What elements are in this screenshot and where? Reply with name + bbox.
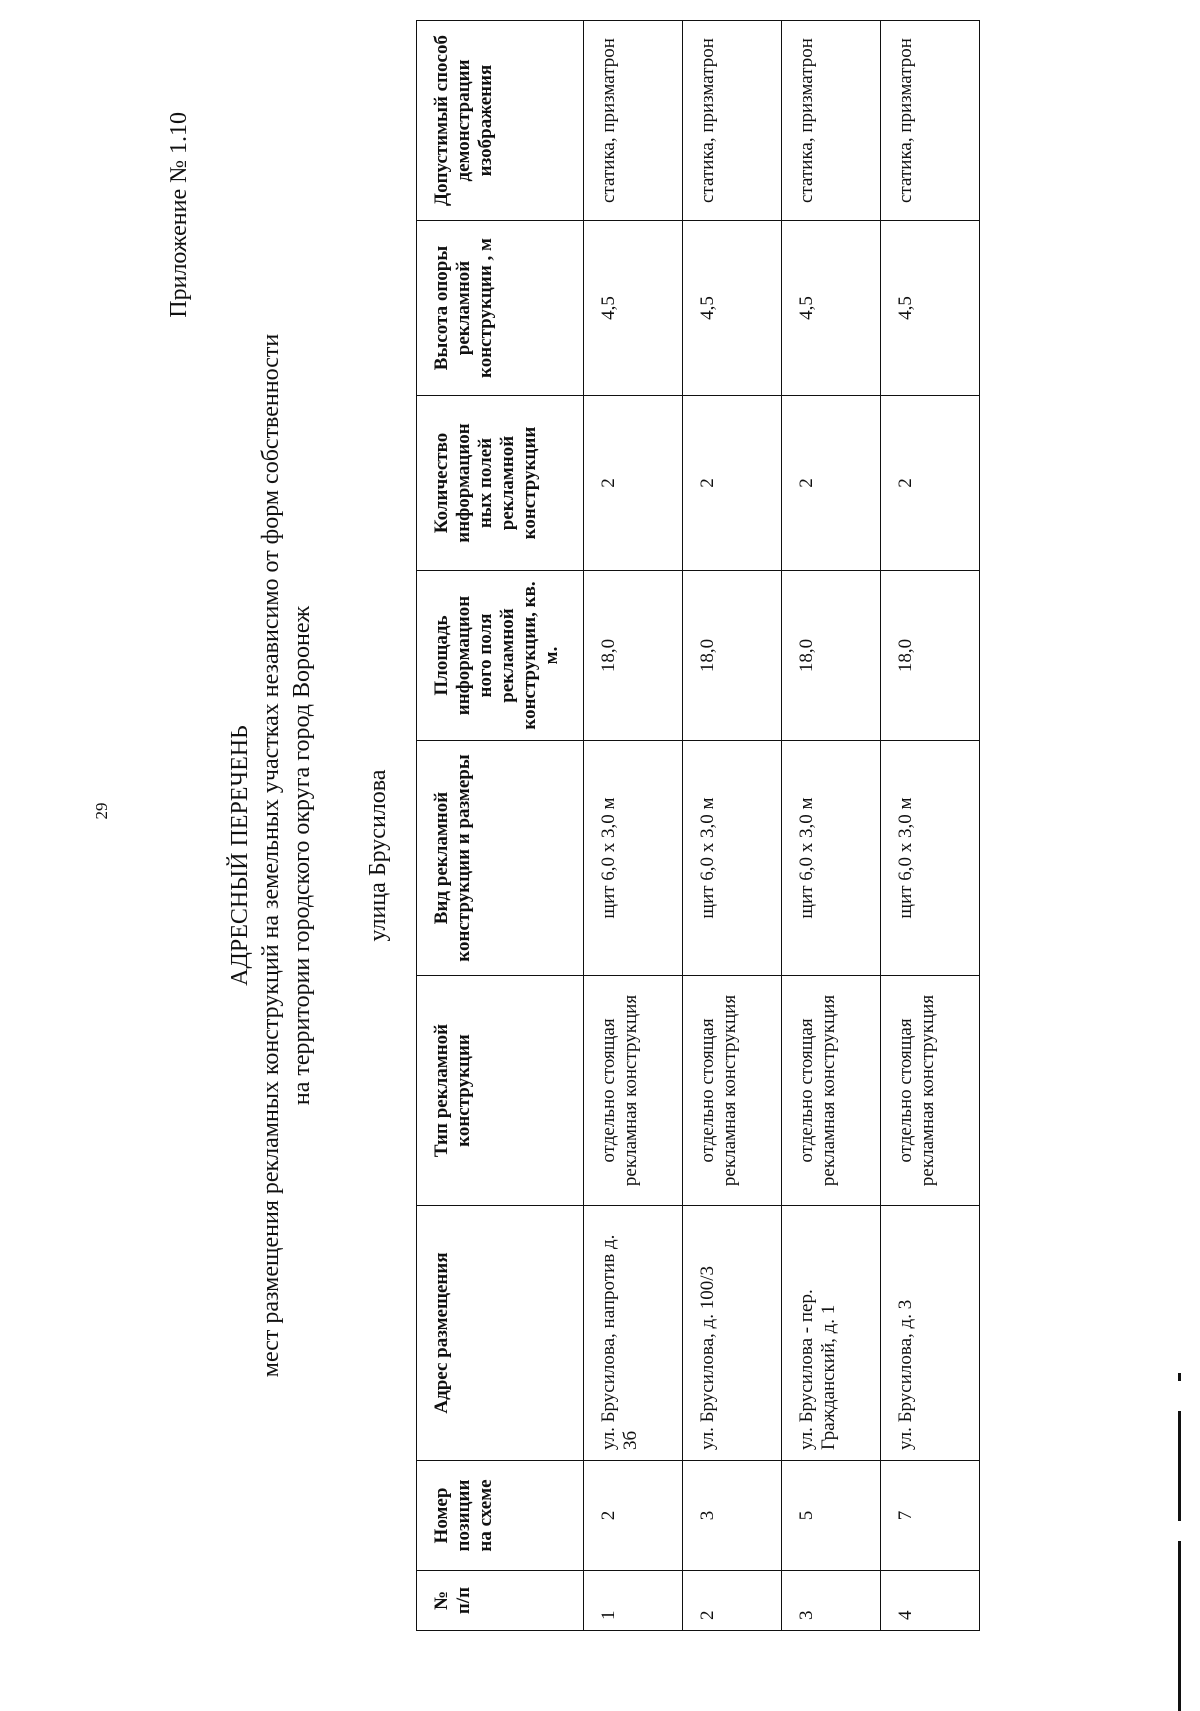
table-cell: 4,5: [584, 221, 683, 396]
table-cell: отдельно стоящая рекламная конструкция: [782, 976, 881, 1206]
document-subtitle-line-2: на территории городского округа город Воронеж: [289, 605, 315, 1106]
table-cell: 18,0: [683, 571, 782, 741]
table-cell: ул. Брусилова, д. 3: [881, 1206, 980, 1461]
table-cell: щит 6,0 х 3,0 м: [782, 741, 881, 976]
table-cell: 2: [584, 1461, 683, 1571]
column-header: Высота опоры рекламной конструкции , м: [417, 221, 584, 396]
column-header: Площадь информацион ного поля рекламной конструкции, кв. м.: [417, 571, 584, 741]
scan-mark-dot: [1178, 1373, 1181, 1381]
table-cell: 18,0: [881, 571, 980, 741]
column-header: Количество информацион ных полей рекламной конструкции: [417, 396, 584, 571]
table-cell: ул. Брусилова - пер. Гражданский, д. 1: [782, 1206, 881, 1461]
table-cell: 18,0: [782, 571, 881, 741]
column-header: Тип рекламной конструкции: [417, 976, 584, 1206]
table-row: [782, 21, 881, 1631]
scan-mark-line: [1178, 1541, 1181, 1711]
table-cell: отдельно стоящая рекламная конструкция: [881, 976, 980, 1206]
column-header: Адрес размещения: [417, 1206, 584, 1461]
appendix-label: Приложение № 1.10: [166, 112, 192, 318]
table-cell: щит 6,0 х 3,0 м: [584, 741, 683, 976]
table-cell: статика, призматрон: [584, 21, 683, 221]
street-name: улица Брусилова: [365, 769, 391, 942]
table-cell: 5: [782, 1461, 881, 1571]
table-cell: 3: [683, 1461, 782, 1571]
table-cell: щит 6,0 х 3,0 м: [881, 741, 980, 976]
table-cell: ул. Брусилова, напротив д. 3б: [584, 1206, 683, 1461]
table-cell: 4,5: [683, 221, 782, 396]
document-title: АДРЕСНЫЙ ПЕРЕЧЕНЬ: [227, 725, 253, 986]
page-number: 29: [92, 802, 111, 820]
table-cell: отдельно стоящая рекламная конструкция: [584, 976, 683, 1206]
table-cell: 4,5: [782, 221, 881, 396]
table-cell: 2: [584, 396, 683, 571]
table-row: [683, 21, 782, 1631]
table-cell: 2: [782, 396, 881, 571]
table-cell: 3: [782, 1571, 881, 1631]
table-cell: 18,0: [584, 571, 683, 741]
column-header: Допустимый способ демонстрации изображения: [417, 21, 584, 221]
table-cell: 4,5: [881, 221, 980, 396]
table-cell: статика, призматрон: [881, 21, 980, 221]
table-cell: статика, призматрон: [782, 21, 881, 221]
table-cell: ул. Брусилова, д. 100/3: [683, 1206, 782, 1461]
table-cell: 2: [683, 396, 782, 571]
column-header: № п/п: [417, 1571, 584, 1631]
table-row: [584, 21, 683, 1631]
table-cell: 2: [683, 1571, 782, 1631]
address-registry-table: [416, 20, 980, 1631]
scan-mark-line: [1178, 1411, 1181, 1521]
table-header-row: [417, 21, 584, 1631]
document-subtitle-line-1: мест размещения рекламных конструкций на земельных участках независимо от форм собственности: [258, 333, 284, 1378]
column-header: Вид рекламной конструкции и размеры: [417, 741, 584, 976]
table-cell: статика, призматрон: [683, 21, 782, 221]
table-cell: 7: [881, 1461, 980, 1571]
column-header: Номер позиции на схеме: [417, 1461, 584, 1571]
table-cell: 2: [881, 396, 980, 571]
table-cell: 4: [881, 1571, 980, 1631]
table-cell: щит 6,0 х 3,0 м: [683, 741, 782, 976]
table-cell: отдельно стоящая рекламная конструкция: [683, 976, 782, 1206]
table-cell: 1: [584, 1571, 683, 1631]
table-row: [881, 21, 980, 1631]
